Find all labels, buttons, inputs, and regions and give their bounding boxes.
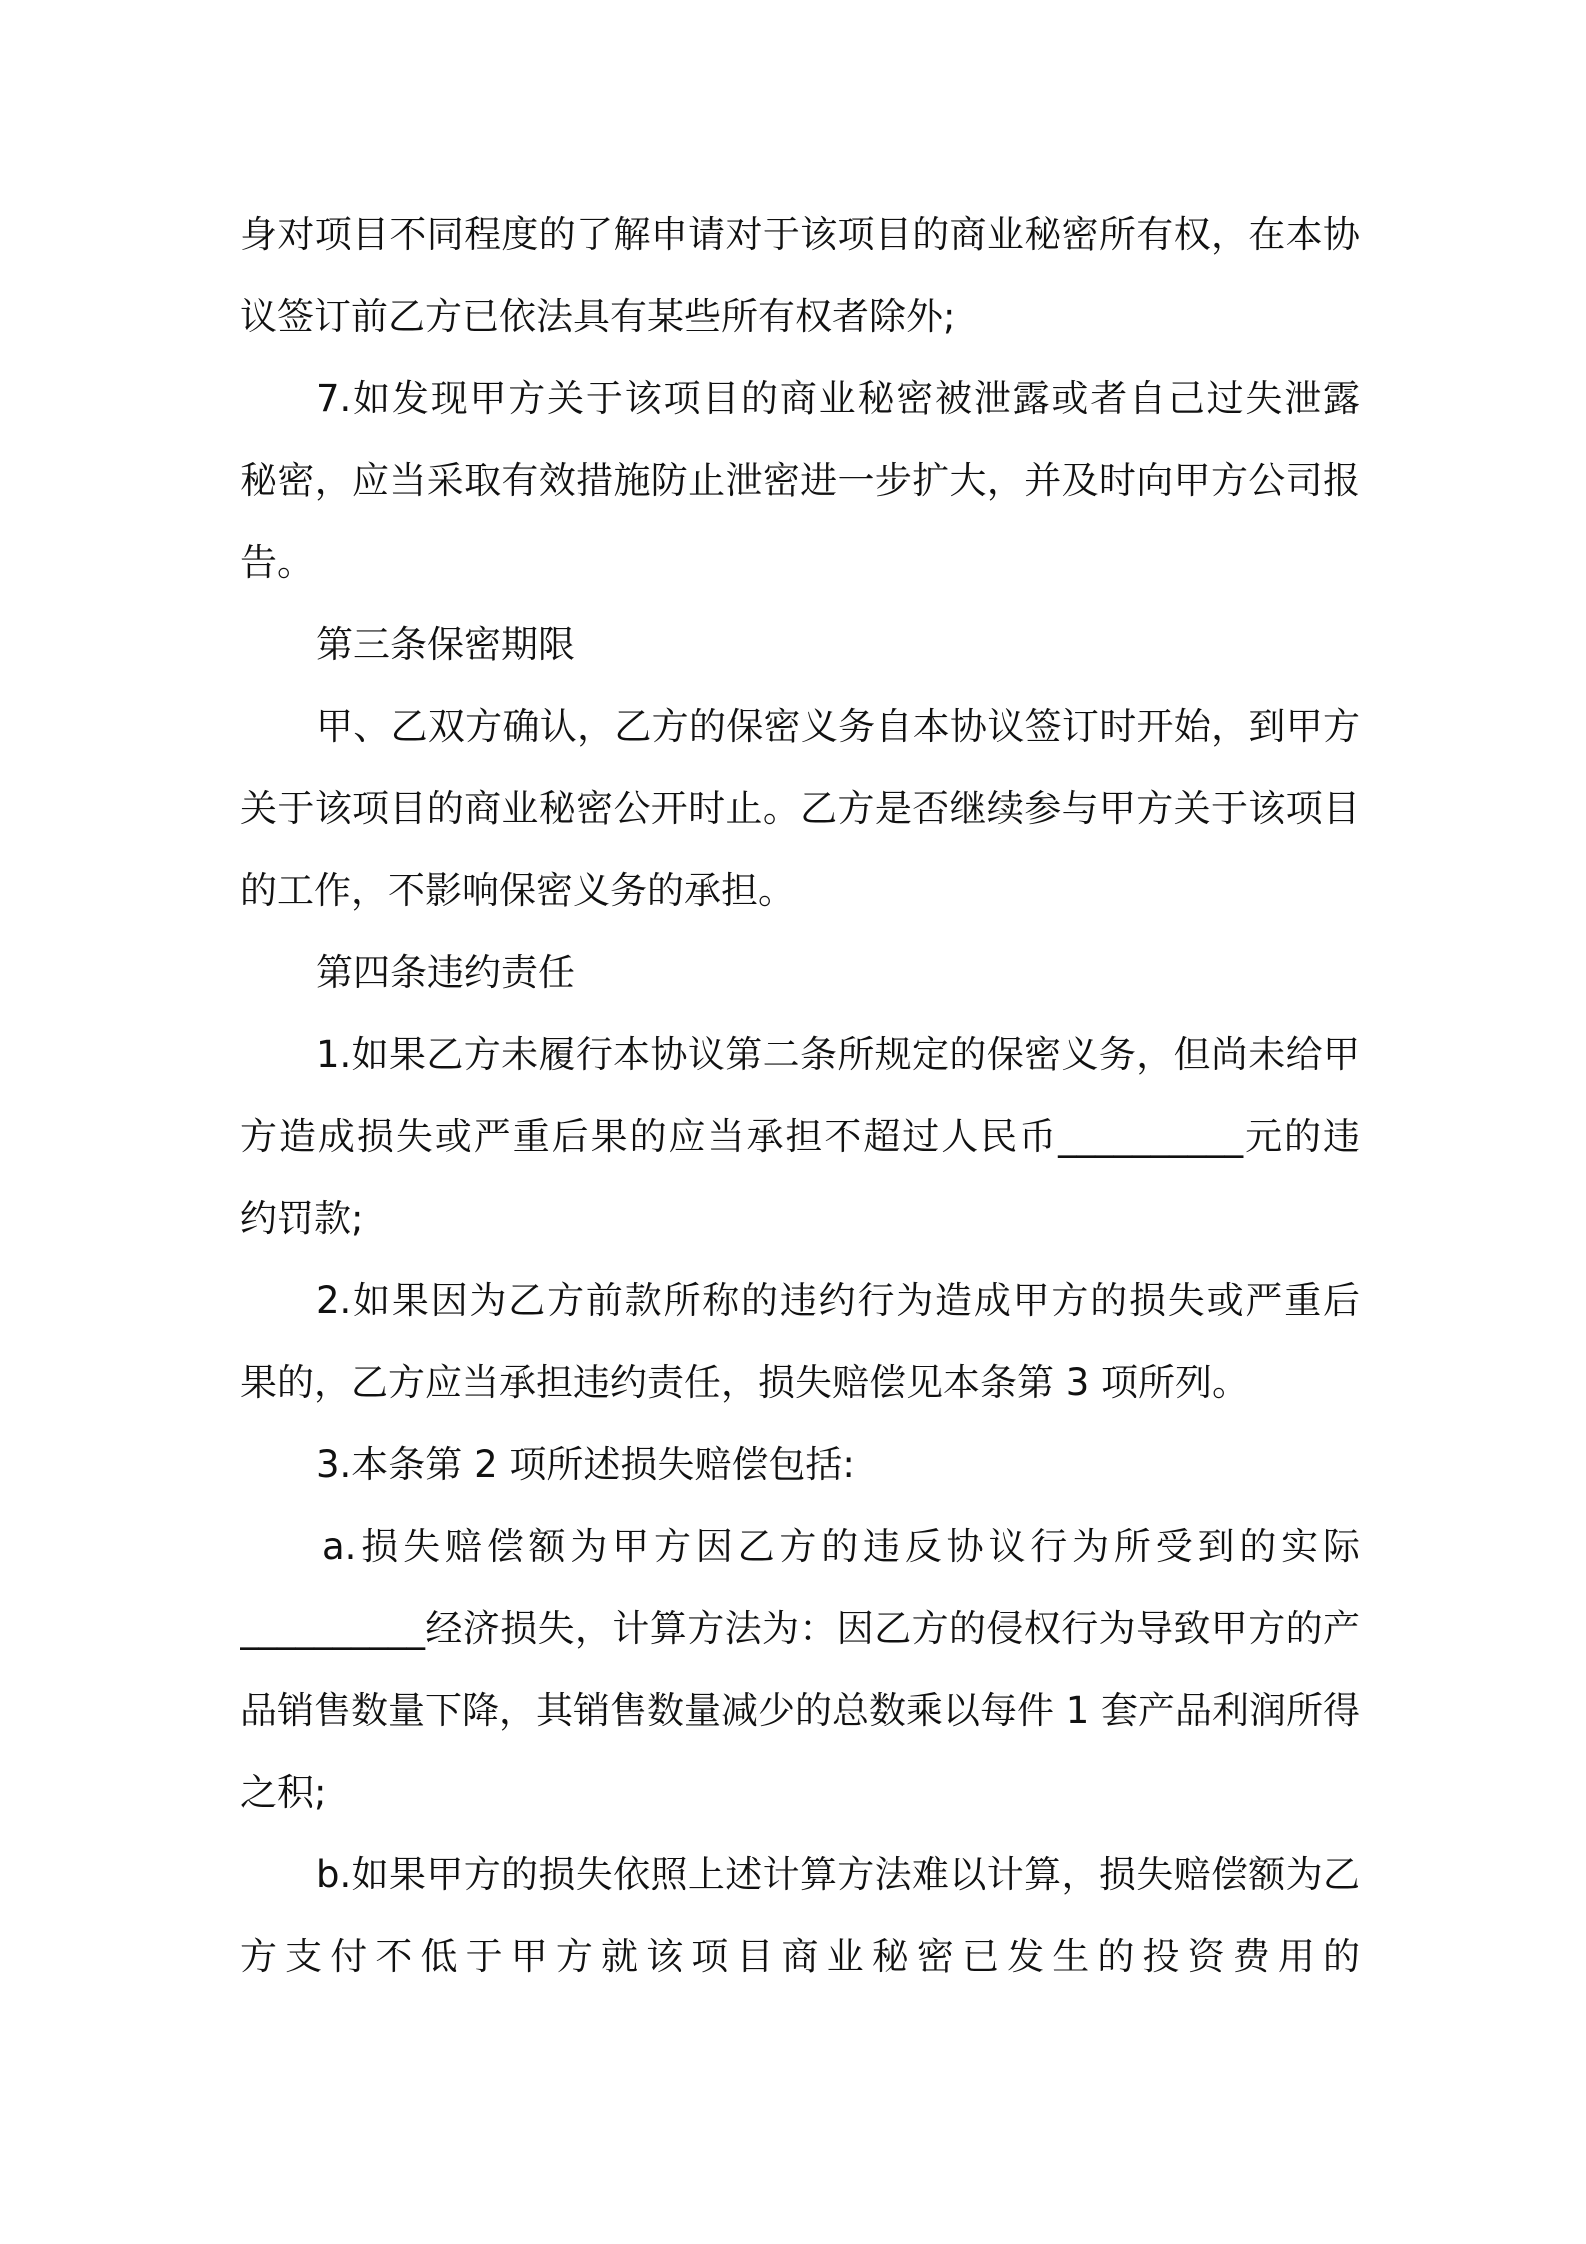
paragraph-line: a.损失赔偿额为甲方因乙方的违反协议行为所受到的实际 [322, 1525, 1360, 1568]
paragraph-line: 关于该项目的商业秘密公开时止。乙方是否继续参与甲方关于该项目 [240, 787, 1360, 830]
paragraph-line: 甲、乙双方确认，乙方的保密义务自本协议签订时开始，到甲方 [316, 705, 1360, 748]
paragraph-line: 之积; [240, 1771, 327, 1814]
paragraph-line: 2.如果因为乙方前款所称的违约行为造成甲方的损失或严重后 [316, 1279, 1360, 1322]
paragraph-line: 的工作，不影响保密义务的承担。 [240, 869, 795, 912]
paragraph-line: 7.如发现甲方关于该项目的商业秘密被泄露或者自己过失泄露 [316, 377, 1360, 420]
paragraph-line: 议签订前乙方已依法具有某些所有权者除外; [240, 295, 956, 338]
paragraph-line: __________经济损失，计算方法为：因乙方的侵权行为导致甲方的产 [240, 1607, 1360, 1650]
paragraph-line: 方造成损失或严重后果的应当承担不超过人民币__________元的违 [240, 1115, 1360, 1158]
section-heading: 第三条保密期限 [316, 623, 575, 666]
paragraph-line: 3.本条第 2 项所述损失赔偿包括: [316, 1443, 855, 1486]
paragraph-line: 身对项目不同程度的了解申请对于该项目的商业秘密所有权，在本协 [240, 213, 1360, 256]
paragraph-line: 方支付不低于甲方就该项目商业秘密已发生的投资费用的 [240, 1935, 1360, 1978]
section-heading: 第四条违约责任 [316, 951, 575, 994]
paragraph-line: 果的，乙方应当承担违约责任，损失赔偿见本条第 3 项所列。 [240, 1361, 1250, 1404]
paragraph-line: 品销售数量下降，其销售数量减少的总数乘以每件 1 套产品利润所得 [240, 1689, 1360, 1732]
paragraph-line: b.如果甲方的损失依照上述计算方法难以计算，损失赔偿额为乙 [316, 1853, 1360, 1896]
paragraph-line: 秘密，应当采取有效措施防止泄密进一步扩大，并及时向甲方公司报 [240, 459, 1360, 502]
paragraph-line: 约罚款; [240, 1197, 364, 1240]
paragraph-line: 告。 [240, 541, 314, 584]
paragraph-line: 1.如果乙方未履行本协议第二条所规定的保密义务，但尚未给甲 [316, 1033, 1360, 1076]
